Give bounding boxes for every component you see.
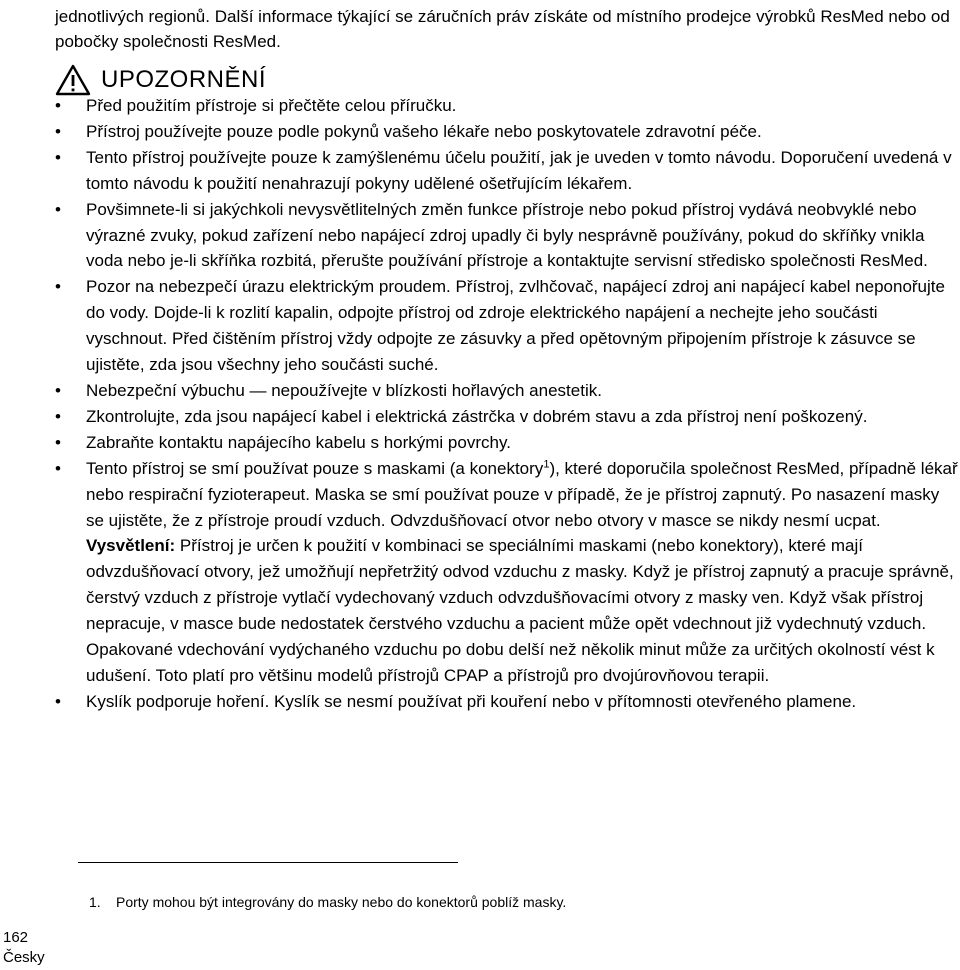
list-item: • Zkontrolujte, zda jsou napájecí kabel i elektrická zástrčka v dobrém stavu a zda přístroj není poškozený.: [55, 404, 960, 430]
warning-triangle-icon: [55, 64, 91, 96]
warning-title: UPOZORNĚNÍ: [101, 66, 267, 93]
list-item: • Pozor na nebezpečí úrazu elektrickým proudem. Přístroj, zvlhčovač, napájecí zdroj ani napájecí kabel neponořujte do vody. Dojde-li k rozlití kapalin, odpojte přístroj od zdroje elektrického napájení a nechejte jeho součásti vyschnout. Před čištěním přístroj vždy odpojte ze zásuvky a před opětovným připojením přístroje k zásuvce se ujistěte, zda jsou všechny jeho součásti suché.: [55, 274, 960, 378]
footnote-reference: 1: [543, 458, 550, 471]
explanation-note: [55, 533, 960, 688]
list-item: • Povšimnete-li si jakýchkoli nevysvětlitelných změn funkce přístroje nebo pokud přístroj vydává neobvyklé nebo výrazné zvuky, pokud zařízení nebo napájecí zdroj upadly či byly nesprávně používány, pokud do skříňky vnikla voda nebo je-li skříňka rozbitá, přerušte používání přístroje a kontaktujte servisní středisko společnosti ResMed.: [55, 197, 960, 275]
page-footer: [3, 928, 45, 968]
mask-text-after: ), které doporučila společnost ResMed, případně lékař nebo respirační fyzioterapeut. Maska se smí používat pouze v případě, že je přístroj zapnutý. Po nasazení masky se ujistěte, že z přístroje proudí vzduch. Odvzdušňovací otvor nebo otvory v masce se nikdy nesmí ucpat.: [86, 458, 958, 530]
intro-paragraph: jednotlivých regionů. Další informace týkající se záručních práv získáte od místního prodejce výrobků ResMed nebo od pobočky společnosti ResMed.: [55, 7, 950, 51]
page-number: 162: [3, 929, 29, 946]
explanation-text: Přístroj je určen k použití v kombinaci se speciálními maskami (nebo konektory), které mají odvzdušňovací otvory, jež umožňují nepřetržitý odvod vzduchu z masky. Když je přístroj zapnutý a pracuje správně, čerstvý vzduch z přístroje vytlačí vydechovaný vzduch odvzdušňovacími otvory z masky ven. Když však přístroj nepracuje, v masce bude nedostatek čerstvého vzduchu a pacient může opět vdechnout již vydechnutý vzduch. Opakované vdechování vydýchaného vzduchu po dobu delší než několik minut může za určitých okolností vést k udušení. Toto platí pro většinu modelů přístrojů CPAP a přístrojů pro dvojúrovňovou terapii.: [86, 536, 954, 685]
warning-list: [55, 93, 960, 715]
list-item: • Nebezpeční výbuchu — nepoužívejte v blízkosti hořlavých anestetik.: [55, 378, 960, 404]
list-item: • Tento přístroj používejte pouze k zamýšlenému účelu použití, jak je uveden v tomto návodu. Doporučení uvedená v tomto návodu k použití nenahrazují pokyny udělené ošetřujícím lékařem.: [55, 145, 960, 197]
mask-text-before: Tento přístroj se smí používat pouze s maskami (a konektory: [86, 458, 544, 478]
list-item: • Zabraňte kontaktu napájecího kabelu s horkými povrchy.: [55, 430, 960, 456]
language-label: Česky: [3, 949, 45, 966]
list-item: • Kyslík podporuje hoření. Kyslík se nesmí používat při kouření nebo v přítomnosti otevřeného plamene.: [55, 689, 960, 715]
explanation-label: Vysvětlení:: [86, 536, 176, 556]
list-item: • Před použitím přístroje si přečtěte celou příručku.: [55, 93, 960, 119]
footnote-divider: [78, 862, 458, 863]
list-item: • Přístroj používejte pouze podle pokynů vašeho lékaře nebo poskytovatele zdravotní péče.: [55, 119, 960, 145]
mask-list-item: [55, 456, 960, 534]
footnote: [89, 893, 566, 911]
footnote-number: 1.: [89, 894, 101, 910]
warning-heading: [55, 64, 266, 96]
footnote-text: Porty mohou být integrovány do masky nebo do konektorů poblíž masky.: [116, 894, 567, 910]
